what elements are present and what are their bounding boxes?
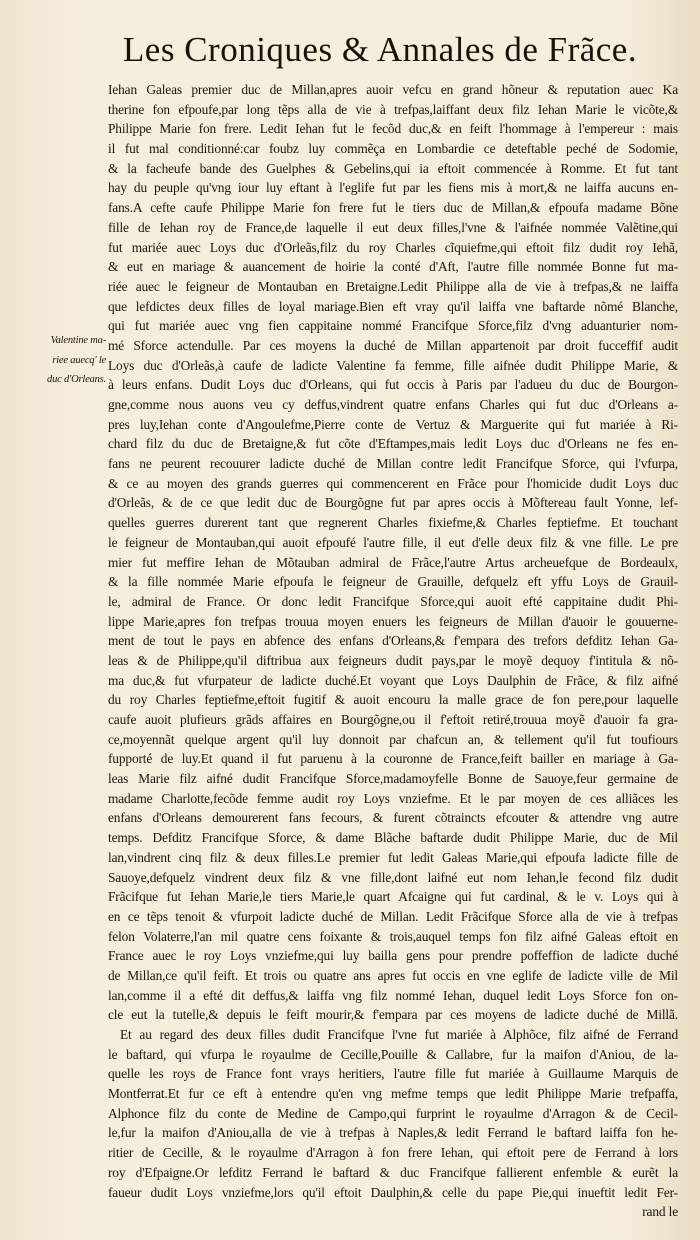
text-line: le, admiral de France. Or donc ledit Francifque Sforce,qui auoit efté cappitaine dudit Phi- <box>108 593 678 609</box>
text-line: Et au regard des deux filles dudit Francifque l'vne fut mariée à Alphõce, filz aifné de Ferrand <box>120 1027 678 1042</box>
text-line: à leurs enfans. Dudit Loys duc d'Orleans, qui fut occis à Paris par l'adueu du duc de Bourgon- <box>108 377 678 393</box>
text-line: enfans d'Orleans demourerent fans fecours, & furent cõtraincts efcouter & attendre vng autre <box>108 810 678 826</box>
text-line: qui fut mariée auec vng fien cappitaine nommé Francifque Sforce,filz d'vng aduanturier nom- <box>108 318 678 334</box>
text-line: Philippe Marie fon frere. Ledit Iehan fut le fecõd duc,& en feift l'hommage à l'empereur : mais <box>108 121 678 137</box>
text-line: mé Sforce actendulle. Par ces moyens la duché de Millan appartenoit par droit fucceffif audit <box>108 337 678 353</box>
text-line: Loys duc d'Orleãs,à caufe de ladicte Valentine fa femme, fille aifnée dudit Philippe Marie, & <box>108 357 678 373</box>
text-line: cle eut la tutelle,& depuis le feift mourir,& f'empara par ces moyens de ladicte duché de Millã. <box>108 1007 678 1023</box>
margin-note <box>46 331 106 390</box>
text-line: ment de tout le pays en abfence des enfans d'Orleans,& f'empara des trefors defditz Iehan Ga- <box>108 633 678 649</box>
text-line: & la facheufe bande des Guelphes & Gebelins,qui ia eftoit commencée à Romme. Et fut tant <box>108 160 678 176</box>
text-line: madame Charlotte,fecõde femme audit roy Loys vnziefme. Et le par moyen de ces alliãces les <box>108 790 678 806</box>
text-line: Alphonce filz du conte de Medine de Campo,qui furprint le royaulme d'Arragon & de Cecil- <box>108 1105 678 1121</box>
body-text <box>108 80 678 1222</box>
text-line: ritier de Cecille, & le royaulme d'Arragon à fon frere Iehan, qui eftoit pere de Ferrand à lors <box>108 1145 678 1161</box>
text-line: France auec le roy Loys vnziefme,qui luy bailla gens pour prendre poffeffion de ladicte duché <box>108 948 678 964</box>
text-line: faueur dudit Loys vnziefme,lors qu'il eftoit Daulphin,& celle du pape Pie,qui inueftit ledit Fer- <box>108 1184 678 1200</box>
text-line: pres luy,Iehan conte d'Angoulefme,Pierre conte de Vertuz & Marguerite qui fut mariée à Ri- <box>108 416 678 432</box>
text-line: Iehan Galeas premier duc de Millan,apres auoir vefcu en grand hõneur & reputation auec Ka <box>108 82 678 97</box>
text-line: & la fille nommée Marie efpoufa le feigneur de Grauille, defquelz eft yffu Loys de Grauil- <box>108 574 678 590</box>
text-line: ma duc,& fut vfurpateur de ladicte duché.Et voyant que Loys Daulphin de Frãce, & filz aifné <box>108 672 678 688</box>
text-line: que lefdictes deux filles de loyal mariage.Bien eft vray qu'il laiffa vne baftarde nõmé Blanche, <box>108 298 678 314</box>
text-line: en ce tẽps tenoit & vfurpoit ladicte duché de Millan. Ledit Frãcifque Sforce alla de vie à trefpas <box>108 908 678 924</box>
text-line: fans.A cefte caufe Philippe Marie fon frere fut le tiers duc de Millan,& efpoufa madame Bõne <box>108 200 678 216</box>
margin-note-line: riee auecq' le <box>52 354 106 366</box>
text-line: felon Volaterre,l'an mil quatre cens foixante & trois,auquel temps fon filz aifné Galeas eftoit en <box>108 928 678 944</box>
text-line: le baftard, qui vfurpa le royaulme de Cecille,Pouille & Callabre, fur la maifon d'Aniou, de la- <box>108 1046 678 1062</box>
text-line: du roy Charles feptiefme,eftoit fugitif & auoit encouru la malle grace de fon pere,pour laquelle <box>108 692 678 708</box>
text-line: therine fon efpoufe,par long tẽps alla de vie à trefpas,laiffant deux filz Iehan Marie le vicõte,& <box>108 101 678 117</box>
text-line: riée auec le feigneur de Montauban en Bretaigne.Ledit Philippe alla de vie à trefpas,& ne laiffa <box>108 278 678 294</box>
text-line: temps. Defditz Francifque Sforce, & dame Blãche baftarde dudit Philippe Marie, duc de Mil <box>108 830 678 846</box>
text-line: ce,moyennãt quelque argent qu'il luy donnoit par chafcun an, & tellement qu'il fut toufiours <box>108 731 678 747</box>
text-line: quelles guerres durerent tant que regnerent Charles fixiefme,& Charles feptiefme. Et touchant <box>108 515 678 531</box>
text-line: lippe Marie,apres fon trefpas trouua moyen enuers les feigneurs de Millan d'auoir le gouuerne- <box>108 613 678 629</box>
text-line: quelle les roys de France font vrays heritiers, l'autre fille fut mariée à Guillaume Marquis de <box>108 1066 678 1082</box>
text-line: le,fur la maifon d'Aniou,alla de vie à trefpas à Naples,& ledit Ferrand le baftard laiffa fon he- <box>108 1125 678 1141</box>
margin-note-line: Valentine ma- <box>50 335 106 346</box>
text-line: lan,comme il a efté dit deffus,& laiffa vng filz nommé Iehan, duquel ledit Loys Sforce fon on- <box>108 987 678 1003</box>
text-line: leas Marie filz aifné dudit Francifque Sforce,madamoyfelle Bonne de Sauoye,feur germaine de <box>108 771 678 787</box>
text-line: roy d'Efpaigne.Or lefditz Ferrand le baftard & duc Francifque fallierent enfemble & eurẽt la <box>108 1164 678 1180</box>
text-line: Sauoye,defquelz vindrent deux filz & vne fille,dont laifné eut nom Iehan,le fecond filz dudit <box>108 869 678 885</box>
page-title: Les Croniques & Annales de Frãce. <box>122 30 638 69</box>
text-line: chard filz du duc de Bretaigne,& fut cõte d'Eftampes,mais ledit Loys duc d'Orleans ne fes en- <box>108 436 678 452</box>
margin-note-line: duc d'Orleans. <box>47 374 106 386</box>
text-line: Montferrat.Et fur ce eft à entendre qu'en vng mefme temps que ledit Philippe Marie trefpaffa, <box>108 1086 678 1102</box>
text-line: il fut mal conditionné:car foubz luy commẽça en Lombardie ce deteftable peché de Sodomie, <box>108 141 678 157</box>
text-line: gne,comme nous auons veu cy deffus,vindrent quatre enfans Charles qui fut duc d'Orleans a- <box>108 397 678 412</box>
text-line: hay du peuple qu'vng iour luy eftant à l'eglife fut par les fiens mis à mort,& ne laiffa aucuns en- <box>108 180 678 196</box>
text-line: fille de Iehan roy de France,de laquelle il eut deux filles,l'vne & l'aifnée nommée Valẽtine,qui <box>108 219 678 235</box>
text-line: fupporté de luy.Et quand il fut paruenu à la couronne de France,feift bailler en mariage à Ga- <box>108 751 678 767</box>
text-line: fut mariée auec Loys duc d'Orleãs,filz du roy Charles cĩquiefme,qui eftoit filz dudit roy Iehã, <box>108 239 678 255</box>
text-line: le feigneur de Montauban,qui auoit efpoufé l'autre fille, il eut d'elle deux filz & vne fille. Le pre <box>108 534 678 550</box>
text-line: & ce au moyen des grands guerres qui commencerent en Frãce pour l'homicide dudit Loys duc <box>108 475 678 491</box>
text-line: rand le <box>642 1204 678 1220</box>
text-line: caufe auoit plufieurs grãds affaires en Bourgõgne,ou il f'eftoit retiré,trouua moyẽ d'auoir fa gra- <box>108 712 678 727</box>
text-line: fans ne peurent recouurer ladicte duché de Millan contre ledit Francifque Sforce, qui l'vfurpa, <box>108 456 678 472</box>
text-line: d'Orleãs, & de ce que ledit duc de Bourgõgne fut par apres occis à Mõftereau fault Yonne, lef- <box>108 495 678 511</box>
text-line: de Millan,ce qu'il feift. Et trois ou quatre ans apres fut occis en vne eglife de ladicte ville de Mil <box>108 967 678 983</box>
text-line: & eut en mariage & auancement de hoirie la conté d'Aft, l'autre fille nommée Bonne fut ma- <box>108 259 678 275</box>
text-line: mier fut meffire Iehan de Mõtauban admiral de Frãce,l'autre Artus archeuefque de Bordeaulx, <box>108 554 678 570</box>
text-line: Frãcifque fut Iehan Marie,le tiers Marie,le quart Afcaigne qui fut cardinal, & le v. Loys qui à <box>108 889 678 905</box>
text-line: lan,vindrent cinq filz & deux filles.Le premier fut ledit Galeas Marie,qui efpoufa ladicte fille de <box>108 849 678 865</box>
text-line: leas & de Philippe,qu'il diftribua aux feigneurs dudit pays,par le moyẽ dequoy f'intitula & nõ- <box>108 652 678 668</box>
